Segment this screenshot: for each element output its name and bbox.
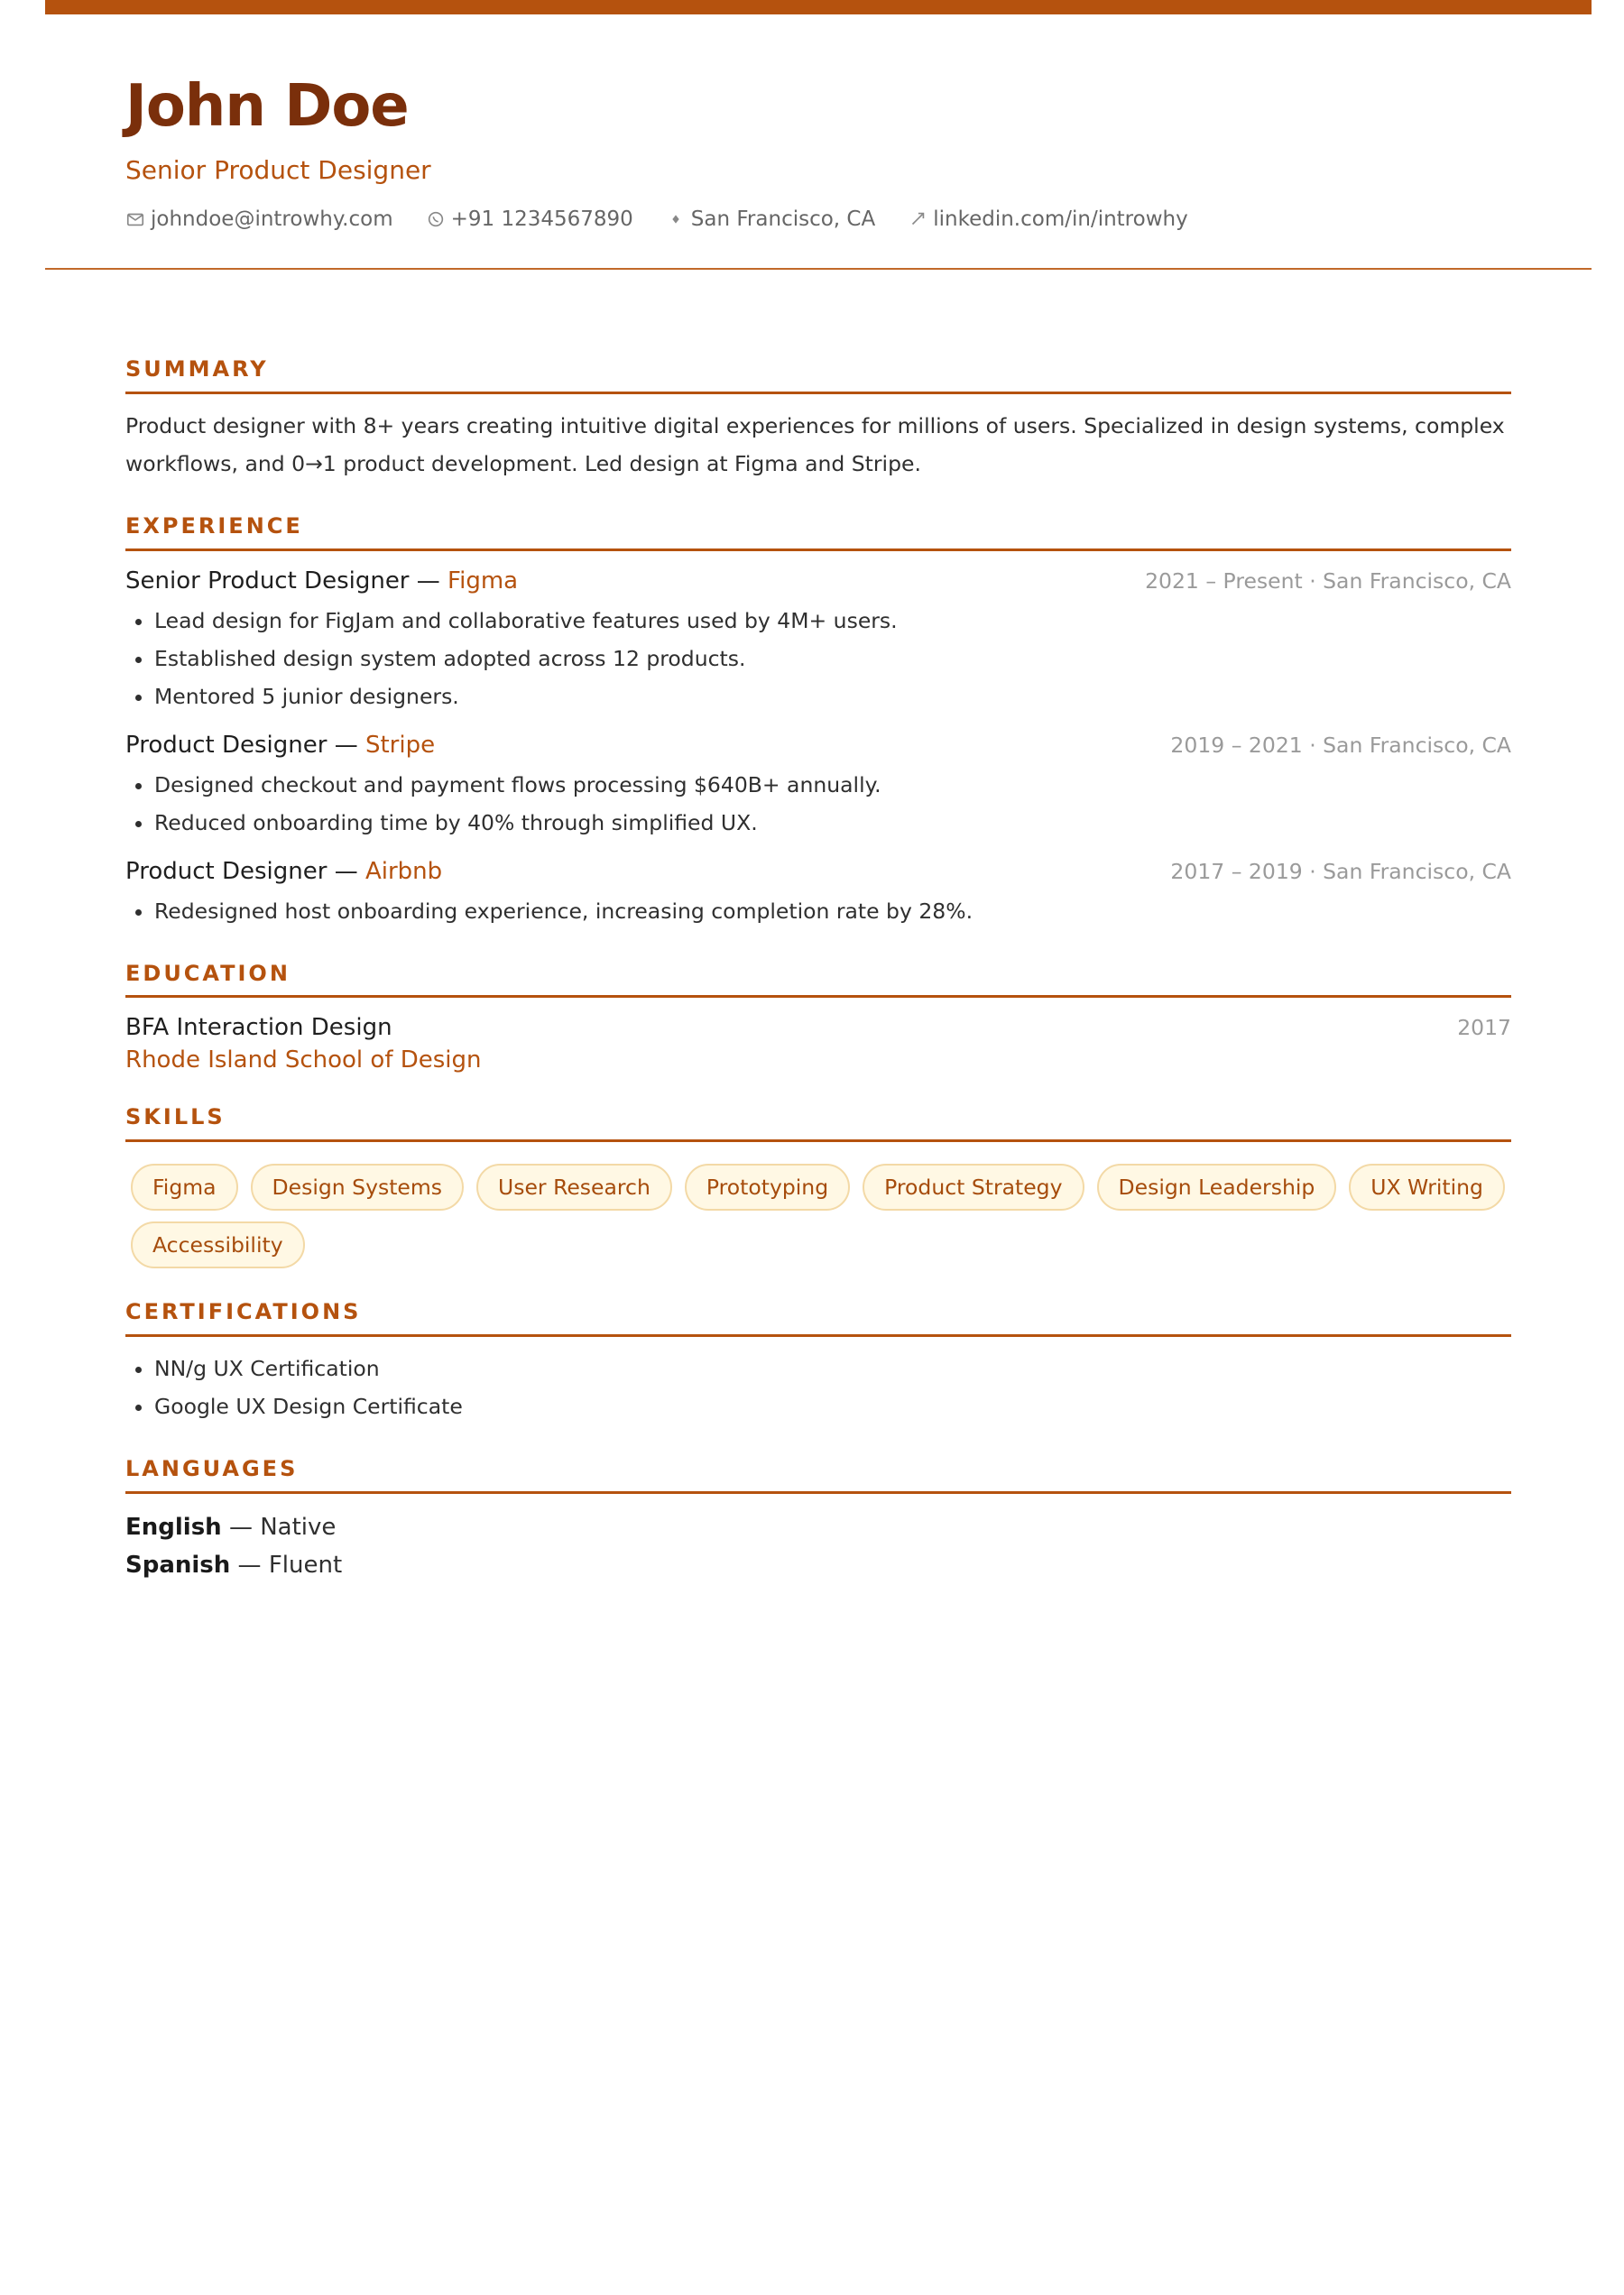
job-meta: 2021 – Present · San Francisco, CA (1145, 567, 1511, 594)
language-row (125, 1508, 1511, 1546)
skill-chip: User Research (476, 1164, 672, 1211)
job-entry (125, 567, 1511, 715)
job-role-line (125, 858, 442, 885)
resume-header (45, 14, 1592, 270)
contact-linkedin-text: linkedin.com/in/introwhy (933, 207, 1188, 231)
job-role: Senior Product Designer (125, 567, 410, 594)
language-row (125, 1546, 1511, 1584)
job-bullet: • Lead design for FigJam and collaborative features used by 4M+ users. (154, 602, 1511, 640)
skills-list (125, 1164, 1511, 1268)
job-separator: — (327, 857, 365, 885)
experience-heading: EXPERIENCE (125, 513, 1511, 551)
certification-item: • NN/g UX Certification (154, 1350, 1511, 1387)
job-role-line (125, 567, 518, 594)
skill-chip: Figma (131, 1164, 238, 1211)
contact-list (125, 207, 1511, 231)
languages-list (125, 1508, 1511, 1584)
job-entry (125, 732, 1511, 842)
education-year: 2017 (1457, 1015, 1511, 1041)
job-bullet: • Mentored 5 junior designers. (154, 677, 1511, 715)
summary-heading: SUMMARY (125, 356, 1511, 394)
contact-phone[interactable] (426, 207, 633, 231)
certifications-heading: CERTIFICATIONS (125, 1299, 1511, 1337)
job-bullets (125, 602, 1511, 715)
mail-icon (125, 209, 145, 229)
link-icon (908, 209, 927, 229)
certifications-list (125, 1350, 1511, 1425)
language-name: Spanish (125, 1551, 231, 1579)
languages-heading: LANGUAGES (125, 1456, 1511, 1494)
job-bullet: • Designed checkout and payment flows processing $640B+ annually. (154, 766, 1511, 804)
certifications-section (125, 1299, 1511, 1425)
job-entry (125, 858, 1511, 930)
contact-linkedin[interactable] (908, 207, 1187, 231)
education-row (125, 1014, 1511, 1041)
job-company: Stripe (364, 731, 436, 759)
job-bullets (125, 766, 1511, 842)
job-bullet: • Established design system adopted across 12 products. (154, 640, 1511, 677)
skill-chip: Design Leadership (1097, 1164, 1337, 1211)
candidate-title: Senior Product Designer (125, 155, 431, 185)
resume-page (45, 14, 1592, 1584)
job-company: Airbnb (364, 857, 443, 885)
skill-chip: Product Strategy (863, 1164, 1084, 1211)
summary-text: Product designer with 8+ years creating intuitive digital experiences for millions of users. Specialized in design systems, complex workflows, and 0→1 product development. Led design at Figma and Stripe. (125, 412, 1505, 476)
skill-chip: UX Writing (1349, 1164, 1505, 1211)
language-separator: — (221, 1513, 261, 1541)
job-header (125, 732, 1511, 759)
contact-location-text: San Francisco, CA (690, 207, 876, 231)
contact-location (666, 207, 875, 231)
education-school: Rhode Island School of Design (125, 1046, 482, 1074)
education-degree: BFA Interaction Design (125, 1014, 392, 1042)
candidate-name: John Doe (125, 73, 409, 140)
job-bullets (125, 892, 1511, 930)
education-heading: EDUCATION (125, 961, 1511, 999)
top-accent-bar (45, 0, 1592, 14)
job-bullet: • Redesigned host onboarding experience, increasing completion rate by 28%. (154, 892, 1511, 930)
job-bullet: • Reduced onboarding time by 40% through simplified UX. (154, 804, 1511, 842)
job-header (125, 567, 1511, 594)
resume-content (45, 356, 1592, 1584)
job-meta: 2019 – 2021 · San Francisco, CA (1170, 732, 1511, 758)
skill-chip: Accessibility (131, 1221, 305, 1268)
job-role: Product Designer (125, 857, 328, 885)
location-icon (666, 209, 686, 229)
skill-chip: Prototyping (685, 1164, 850, 1211)
job-role: Product Designer (125, 731, 328, 759)
summary-section (125, 356, 1511, 483)
education-section (125, 961, 1511, 1074)
language-level: Fluent (268, 1551, 343, 1579)
skills-heading: SKILLS (125, 1104, 1511, 1142)
job-separator: — (327, 731, 365, 759)
language-separator: — (230, 1551, 269, 1579)
language-level: Native (260, 1513, 337, 1541)
job-separator: — (409, 567, 448, 594)
skill-chip: Design Systems (251, 1164, 464, 1211)
skills-section (125, 1104, 1511, 1268)
job-company: Figma (448, 567, 519, 594)
contact-email[interactable] (125, 207, 393, 231)
job-meta: 2017 – 2019 · San Francisco, CA (1170, 858, 1511, 884)
certification-item: • Google UX Design Certificate (154, 1387, 1511, 1425)
job-header (125, 858, 1511, 885)
contact-phone-text: +91 1234567890 (450, 207, 633, 231)
language-name: English (125, 1513, 222, 1541)
experience-section (125, 513, 1511, 930)
contact-email-text: johndoe@introwhy.com (151, 207, 393, 231)
job-role-line (125, 732, 435, 759)
languages-section (125, 1456, 1511, 1584)
phone-icon (426, 209, 446, 229)
